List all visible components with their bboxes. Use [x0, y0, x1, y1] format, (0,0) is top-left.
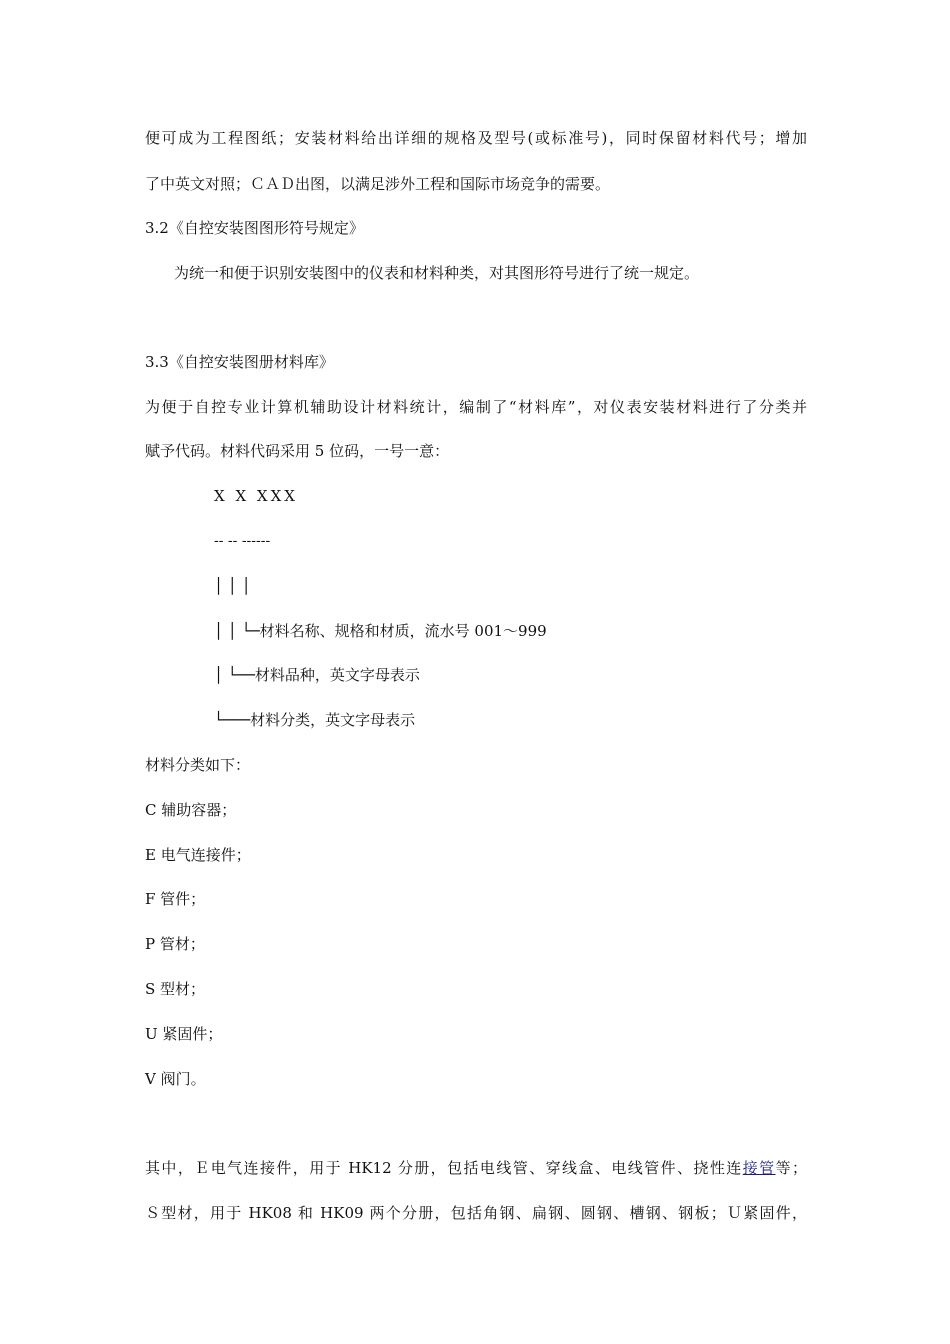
code-row-category: └───材料分类，英文字母表示 — [214, 711, 416, 729]
category-item: V 阀门。 — [145, 1070, 206, 1088]
section-3-2-heading: 3.2《自控安装图图形符号规定》 — [145, 219, 364, 237]
section-3-3-heading: 3.3《自控安装图册材料库》 — [145, 353, 334, 371]
intro-line-2: 了中英文对照；ＣＡＤ出图，以满足涉外工程和国际市场竞争的需要。 — [145, 175, 611, 193]
details-line-1-prefix: 其中，Ｅ电气连接件，用于 HK12 分册，包括电线管、穿线盒、电线管件、挠性连 — [145, 1159, 743, 1177]
category-item: C 辅助容器； — [145, 801, 237, 819]
code-dashes: -- -- ------ — [214, 533, 271, 549]
section-3-3-body-line-2: 赋予代码。材料代码采用 5 位码，一号一意： — [145, 442, 450, 460]
code-row-serial: │ │ └─材料名称、规格和材质，流水号 001～999 — [214, 622, 547, 640]
details-line-1-suffix: 等； — [775, 1159, 807, 1177]
categories-heading: 材料分类如下： — [145, 756, 251, 774]
category-item: U 紧固件； — [145, 1025, 223, 1043]
code-pipes: │ │ │ — [214, 577, 251, 595]
connector-pipe-link[interactable]: 接管 — [742, 1159, 776, 1177]
code-row-variety: │ └──材料品种，英文字母表示 — [214, 666, 420, 684]
section-3-3-body-line-1: 为便于自控专业计算机辅助设计材料统计，编制了“材料库”，对仪表安装材料进行了分类并 — [145, 398, 807, 416]
category-item: P 管材； — [145, 935, 205, 953]
details-line-1 — [145, 1158, 807, 1178]
category-item: F 管件； — [145, 890, 206, 908]
category-item: E 电气连接件； — [145, 846, 251, 864]
section-3-2-body: 为统一和便于识别安装图中的仪表和材料种类，对其图形符号进行了统一规定。 — [174, 264, 700, 282]
code-pattern: X X XXX — [214, 487, 298, 505]
details-line-2: Ｓ型材，用于 HK08 和 HK09 两个分册，包括角钢、扁钢、圆钢、槽钢、钢板；Ｕ紧固件， — [145, 1204, 807, 1222]
category-item: S 型材； — [145, 980, 206, 998]
intro-line-1: 便可成为工程图纸；安装材料给出详细的规格及型号(或标准号)，同时保留材料代号；增加 — [145, 129, 807, 147]
